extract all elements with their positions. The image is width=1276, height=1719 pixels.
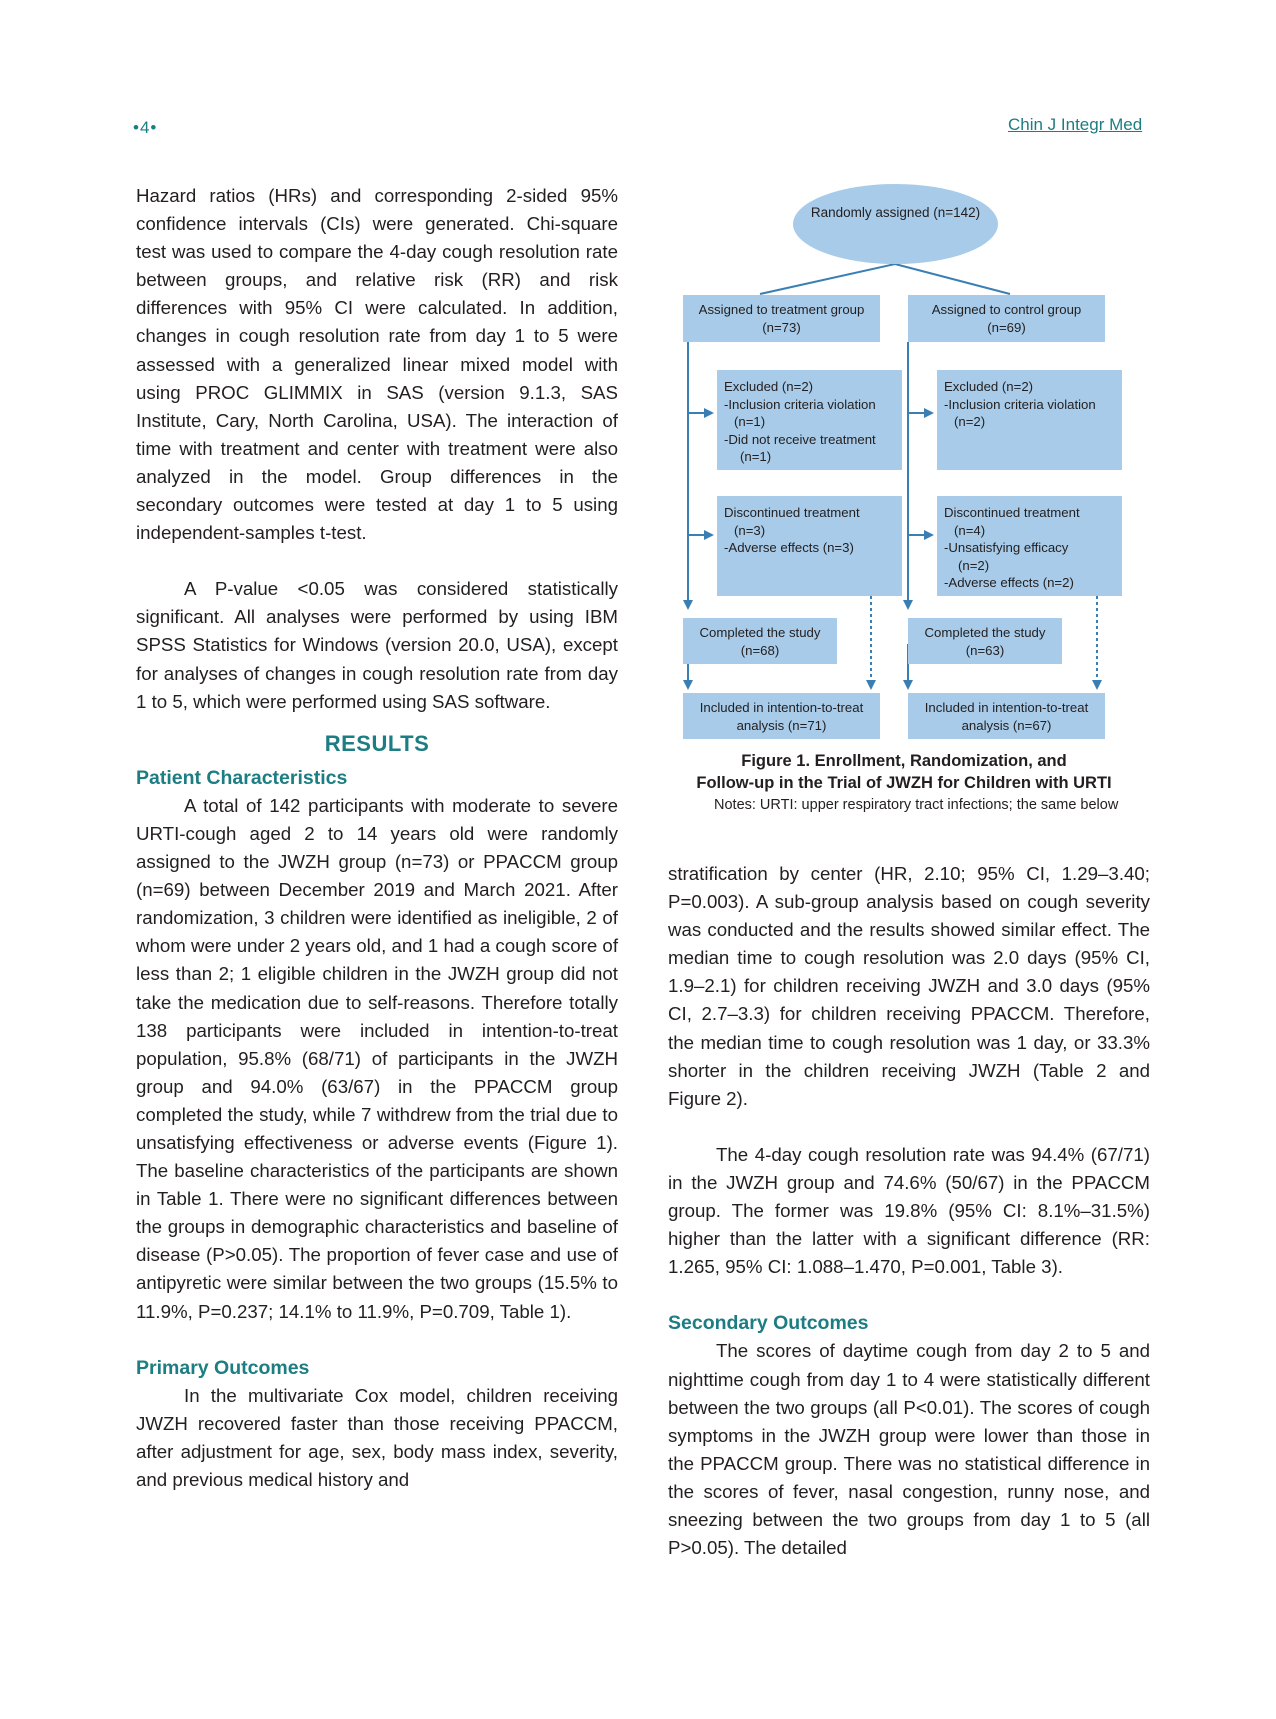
treatment-excluded-line: -Inclusion criteria violation	[724, 396, 876, 412]
split-line-right	[895, 264, 1010, 294]
randomized-line-1: Randomly	[810, 205, 872, 220]
page-number: •4•	[133, 118, 158, 137]
treatment-excluded-box	[717, 370, 902, 470]
stratification-paragraph: stratification by center (HR, 2.10; 95% CI, 1.29–3.40; P=0.003). A sub-group analysis based on cough severity was conducted and the results showed similar effect. The median time to cough resolution was 2.0 days (95% CI, 1.9–2.1) for children receiving JWZH and 3.0 days (95% CI, 2.7–3.3) for children receiving PPACCM. Therefore, the median time to cough resolution was 1 day, or 33.3% shorter in the children receiving JWZH (Table 2 and Figure 2).	[668, 863, 1150, 1109]
treatment-group-line-1: Assigned to treatment group	[698, 302, 865, 317]
treatment-excluded-line: -Did not receive treatment	[724, 431, 876, 447]
treatment-group-line-2: (n=73)	[762, 319, 801, 335]
treatment-discontinued-box	[717, 496, 902, 596]
randomized-line-2: assigned (n=142)	[875, 205, 981, 220]
secondary-outcomes-paragraph: The scores of daytime cough from day 2 to 5 and nighttime cough from day 1 to 4 were statistically different between the two groups (all P<0.01). The scores of cough symptoms in the JWZH group were lower than those in the PPACCM group. There was no statistical difference in the scores of fever, nasal congestion, runny nose, and sneezing between the two groups from day 1 to 5 (all P>0.05). The detailed	[668, 1340, 1150, 1559]
control-itt-box	[908, 693, 1105, 739]
control-discontinued-box	[937, 496, 1122, 596]
treatment-discontinued-line: Discontinued treatment	[724, 505, 860, 520]
treatment-excluded-line: Excluded (n=2)	[724, 379, 814, 394]
control-completed-box	[908, 618, 1062, 664]
treatment-itt-box	[683, 693, 880, 739]
control-completed-line-1: Completed the study	[924, 625, 1046, 640]
treatment-itt-line-1: Included in intention-to-treat	[699, 700, 864, 715]
randomized-node	[793, 184, 998, 264]
control-itt-line-2: analysis (n=67)	[961, 717, 1052, 733]
control-discontinued-line: -Unsatisfying efficacy	[944, 540, 1069, 555]
figure-caption-line-1: Figure 1. Enrollment, Randomization, and	[741, 752, 1067, 770]
control-group-line-1: Assigned to control group	[931, 302, 1082, 317]
primary-outcomes-paragraph: In the multivariate Cox model, children receiving JWZH recovered faster than those receiving PPACCM, after adjustment for age, sex, body mass index, severity, and previous medical history and	[136, 1384, 618, 1491]
control-discontinued-line: (n=2)	[958, 557, 990, 573]
treatment-excluded-line: (n=1)	[734, 414, 766, 429]
control-itt-line-1: Included in intention-to-treat	[924, 700, 1089, 715]
results-heading: RESULTS	[324, 730, 430, 756]
journal-name[interactable]: Chin J Integr Med	[1008, 115, 1143, 134]
treatment-group-box	[683, 295, 880, 342]
right-column	[668, 860, 1150, 1562]
control-excluded-line: -Inclusion criteria violation	[944, 396, 1096, 412]
split-line-left	[760, 264, 895, 294]
patient-characteristics-heading: Patient Characteristics	[136, 766, 348, 789]
control-group-line-2: (n=69)	[987, 319, 1026, 335]
treatment-excluded-line: (n=1)	[740, 449, 772, 464]
primary-outcomes-heading: Primary Outcomes	[136, 1356, 310, 1379]
control-discontinued-line: (n=4)	[954, 522, 986, 538]
control-discontinued-line: -Adverse effects (n=2)	[944, 575, 1074, 590]
figure-caption	[662, 750, 1146, 794]
control-completed-line-2: (n=63)	[965, 642, 1005, 658]
significance-paragraph: A P-value <0.05 was considered statistically significant. All analyses were performed by using IBM SPSS Statistics for Windows (version 20.0, USA), except for analyses of changes in cough resolution rate from day 1 to 5, which were performed using SAS software.	[136, 578, 618, 712]
resolution-rate-paragraph: The 4-day cough resolution rate was 94.4% (67/71) in the JWZH group and 74.6% (50/67) in the PPACCM group. The former was 19.8% (95% CI: 8.1%–31.5%) higher than the latter with a significant difference (RR: 1.265, 95% CI: 1.088–1.470, P=0.001, Table 3).	[668, 1143, 1150, 1278]
figure-notes: Notes: URTI: upper respiratory tract infections; the same below	[714, 797, 1119, 813]
patient-characteristics-paragraph: A total of 142 participants with moderate to severe URTI-cough aged 2 to 14 years old were randomly assigned to the JWZH group (n=73) or PPACCM group (n=69) between December 2019 and March 2021. After randomization, 3 children were identified as ineligible, 2 of whom were under 2 years old, and 1 had a cough score of less than 2; 1 eligible children in the JWZH group did not take the medication due to self-reasons. Therefore totally 138 participants were included in intention-to-treat population, 95.8% (68/71) of participants in the JWZH group and 94.0% (63/67) in the PPACCM group completed the study, while 7 withdrew from the trial due to unsatisfying effectiveness or adverse events (Figure 1). The baseline characteristics of the participants are shown in Table 1. There were no significant differences between the groups in demographic characteristics and baseline of disease (P>0.05). The proportion of fever case and use of antipyretic were similar between the two groups (15.5% to 11.9%, P=0.237; 14.1% to 11.9%, P=0.709, Table 1).	[136, 794, 619, 1322]
control-discontinued-line: Discontinued treatment	[944, 505, 1080, 520]
figure-caption-line-2: Follow-up in the Trial of JWZH for Children with URTI	[696, 774, 1112, 792]
treatment-discontinued-line: (n=3)	[734, 522, 766, 538]
treatment-discontinued-line: -Adverse effects (n=3)	[724, 540, 854, 555]
treatment-completed-line-1: Completed the study	[699, 625, 821, 640]
treatment-itt-line-2: analysis (n=71)	[736, 717, 827, 733]
secondary-outcomes-heading: Secondary Outcomes	[668, 1312, 869, 1335]
methods-paragraph: Hazard ratios (HRs) and corresponding 2-sided 95% confidence intervals (CIs) were generated. Chi-square test was used to compare the 4-day cough resolution rate between groups, and relative risk (RR) and risk differences with 95% CI were calculated. In addition, changes in cough resolution rate from day 1 to 5 were assessed with a generalized linear mixed model with using PROC GLIMMIX in SAS (version 9.1.3, SAS Institute, Cary, North Carolina, USA). The interaction of time with treatment and center with treatment were also analyzed in the model. Group differences in the secondary outcomes were tested at day 1 to 5 using independent-samples t-test.	[136, 185, 618, 544]
treatment-completed-line-2: (n=68)	[740, 642, 780, 658]
treatment-completed-box	[683, 618, 837, 664]
control-excluded-line: (n=2)	[954, 414, 986, 429]
control-excluded-box	[937, 370, 1122, 470]
control-group-box	[908, 295, 1105, 342]
control-excluded-line: Excluded (n=2)	[944, 379, 1034, 394]
flow-diagram	[680, 184, 1150, 744]
left-column	[136, 182, 618, 1494]
